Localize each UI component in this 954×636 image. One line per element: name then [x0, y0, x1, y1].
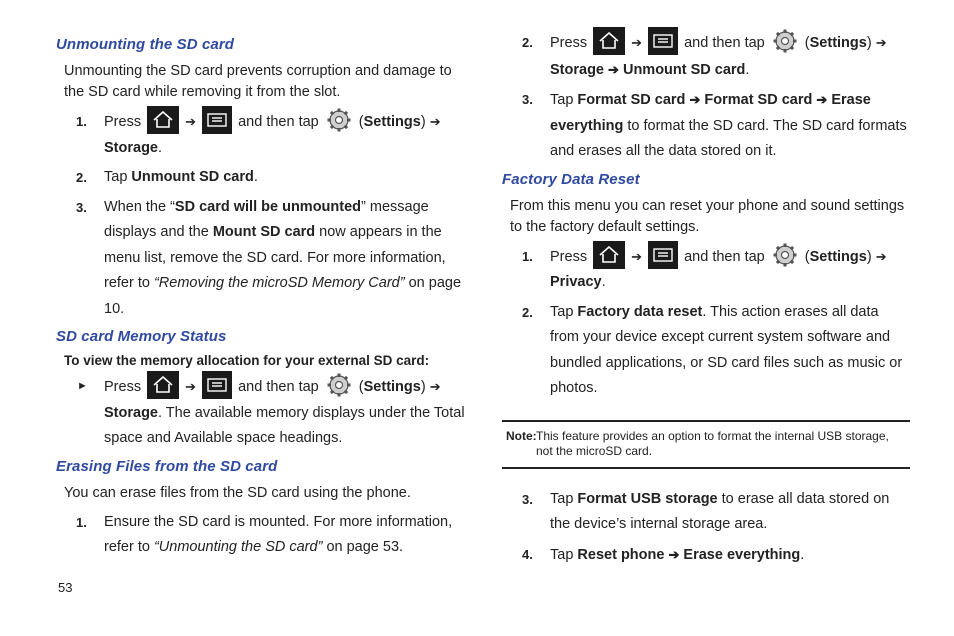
step-number: 3. — [522, 491, 533, 507]
step-text: now appears in the menu list, remove the SD card. For more information, refer to — [104, 224, 446, 291]
step-text: . This action erases all data from your device except current system software and bundled applications, or SD card files such as music or photos. — [550, 303, 903, 396]
step-number: 2. — [76, 170, 87, 185]
arrow-glyph: ➔ — [608, 61, 619, 77]
arrow-glyph: ➔ — [631, 35, 643, 50]
punct: . — [800, 546, 805, 563]
menu-icon — [648, 27, 678, 55]
step-number: 3. — [76, 199, 87, 215]
storage-label: Storage — [104, 404, 158, 421]
tap-text: Tap — [550, 303, 574, 320]
menu-icon — [202, 106, 232, 134]
erase-everything-label: Erase everything — [550, 92, 871, 134]
step-text: When the “ — [104, 198, 175, 215]
storage-label: Storage — [550, 61, 604, 78]
memory-lead: To view the memory allocation for your external SD card: — [64, 353, 430, 368]
page-reference: on page 53. — [326, 539, 404, 555]
unmount-step-1: 1. Press ➔ and then tap (Settings) ➔ Storage. — [56, 109, 466, 161]
format-usb-label: Format USB storage — [577, 490, 718, 507]
note-text: This feature provides an option to format the internal USB storage, not the microSD card. — [536, 428, 889, 458]
page-reference: on page 10. — [104, 275, 462, 317]
press-text: Press — [550, 35, 588, 51]
heading-erasing: Erasing Files from the SD card — [56, 457, 278, 475]
settings-label: Settings — [809, 248, 867, 265]
home-icon — [147, 106, 179, 134]
step-number: 1. — [76, 114, 87, 129]
unmount-sd-label: Unmount SD card — [622, 61, 746, 78]
settings-label: Settings — [363, 379, 421, 395]
arrow-glyph: ➔ — [875, 35, 887, 50]
storage-label: Storage — [104, 139, 158, 156]
home-icon — [593, 241, 625, 269]
then-tap-text: and then tap — [684, 35, 765, 51]
tap-text: Tap — [550, 490, 574, 507]
unmount-intro: Unmounting the SD card prevents corruption and damage to the SD card while removing it from the slot. — [64, 63, 452, 100]
menu-icon — [202, 371, 232, 399]
reset-phone-label: Reset phone — [577, 546, 665, 563]
arrow-glyph: ➔ — [875, 248, 887, 264]
page-number: 53 — [58, 580, 73, 595]
factory-step-3 — [502, 487, 910, 538]
unmount-step-3 — [56, 195, 466, 323]
punct: . — [158, 139, 163, 156]
format-sd-label: Format SD card — [577, 92, 686, 108]
punct: . — [253, 169, 258, 185]
arrow-glyph: ➔ — [668, 546, 680, 562]
cross-reference: “Removing the microSD Memory Card” — [153, 275, 405, 291]
factory-intro: From this menu you can reset your phone and sound settings to the factory default settings. — [510, 197, 905, 235]
arrow-glyph: ➔ — [429, 114, 441, 129]
arrow-glyph: ➔ — [816, 92, 828, 107]
erasing-intro: You can erase files from the SD card using the phone. — [64, 484, 411, 501]
arrow-glyph: ➔ — [689, 92, 701, 107]
right-column — [502, 30, 910, 572]
menu-icon — [648, 241, 678, 269]
step-number: 1. — [76, 514, 87, 530]
bullet-marker: ► — [77, 380, 88, 392]
then-tap-text: and then tap — [684, 248, 765, 265]
settings-gear-icon — [325, 371, 353, 399]
note-box — [502, 420, 910, 469]
tap-text: Tap — [104, 169, 128, 185]
arrow-glyph: ➔ — [631, 248, 643, 264]
erase-everything-label: Erase everything — [683, 546, 801, 563]
step-number: 2. — [522, 35, 533, 50]
unmount-step-2 — [56, 165, 466, 191]
arrow-glyph: ➔ — [185, 379, 197, 394]
message-label: SD card will be unmounted — [174, 198, 362, 215]
punct: . — [601, 274, 606, 290]
step-number: 2. — [522, 304, 533, 320]
factory-data-reset-label: Factory data reset — [577, 303, 703, 320]
mount-sd-label: Mount SD card — [212, 224, 316, 240]
factory-step-2 — [502, 300, 910, 402]
settings-gear-icon — [325, 106, 353, 134]
settings-label: Settings — [809, 35, 867, 51]
step-text: ” message displays and the — [104, 198, 429, 240]
memory-bullet: ► Press ➔ and then tap (Settings) ➔ Storage. The available memory displays under the Total space and Available space headings. — [56, 374, 466, 452]
settings-gear-icon — [771, 27, 799, 55]
privacy-label: Privacy — [550, 274, 602, 290]
heading-memory-status: SD card Memory Status — [56, 328, 227, 345]
left-column — [56, 30, 466, 565]
then-tap-text: and then tap — [238, 114, 319, 130]
home-icon — [593, 27, 625, 55]
step-text: to erase all data stored on the device’s internal storage area. — [550, 490, 890, 532]
then-tap-text: and then tap — [238, 379, 319, 395]
erasing-step-1 — [56, 510, 466, 561]
arrow-glyph: ➔ — [185, 114, 197, 129]
note-label: Note: — [506, 428, 537, 443]
factory-step-4 — [502, 542, 910, 569]
tap-text: Tap — [550, 92, 574, 108]
unmount-sd-label: Unmount SD card — [131, 169, 254, 185]
home-icon — [147, 371, 179, 399]
step-text: Ensure the SD card is mounted. For more information, refer to — [104, 513, 453, 555]
step-number: 1. — [522, 248, 533, 264]
step-number: 3. — [522, 92, 533, 107]
settings-label: Settings — [363, 114, 421, 130]
press-text: Press — [104, 379, 142, 395]
step-number: 4. — [522, 546, 533, 562]
arrow-glyph: ➔ — [429, 379, 441, 394]
tap-text: Tap — [550, 546, 574, 563]
step-text: . The available memory displays under the Total space and Available space headings. — [104, 404, 465, 446]
heading-factory-reset: Factory Data Reset — [502, 170, 640, 188]
unmount-step-2-continued: 2. Press ➔ and then tap (Settings) ➔ Storage ➔ Unmount SD card. — [502, 30, 910, 83]
press-text: Press — [550, 248, 588, 265]
step-text: to format the SD card. The SD card formats and erases all the data stored on it. — [550, 117, 907, 159]
format-step-3 — [502, 87, 910, 165]
press-text: Press — [104, 114, 142, 130]
format-sd-label-2: Format SD card — [704, 92, 813, 108]
cross-reference: “Unmounting the SD card” — [153, 539, 323, 555]
heading-unmounting: Unmounting the SD card — [56, 36, 235, 53]
punct: . — [745, 61, 750, 78]
settings-gear-icon — [771, 241, 799, 269]
factory-step-1: 1. Press ➔ and then tap (Settings) ➔ Privacy. — [502, 244, 910, 296]
